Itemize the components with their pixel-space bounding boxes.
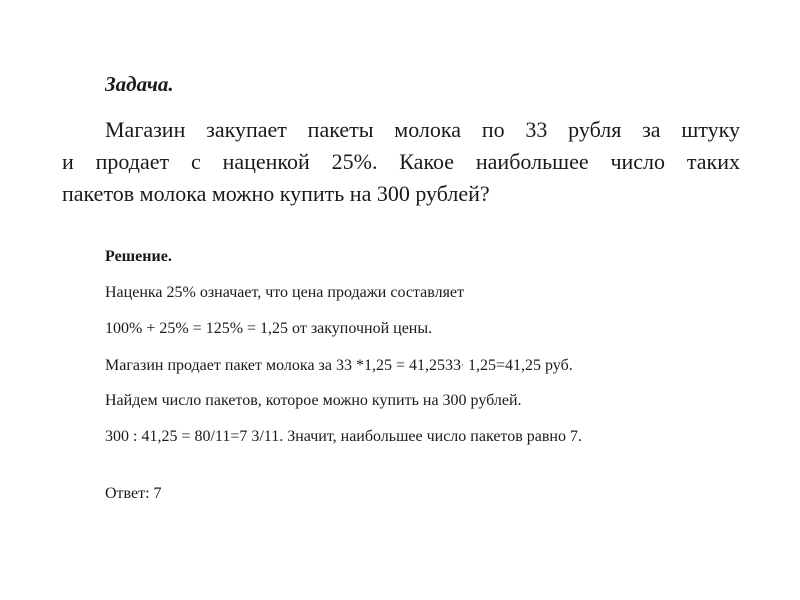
solution-line-1: Наценка 25% означает, что цена продажи составляет: [105, 284, 465, 301]
solution-heading: Решение.: [105, 248, 172, 265]
solution-line-5: 300 : 41,25 = 80/11=7 3/11. Значит, наибольшее число пакетов равно 7.: [105, 428, 582, 445]
task-line-1: Магазин закупает пакеты молока по 33 рубля за штуку: [105, 117, 740, 142]
multiplication-dot: ·: [460, 360, 464, 370]
solution-line-3-part-2: 1,25=41,25 руб.: [463, 357, 573, 374]
task-line-2: и продает с наценкой 25%. Какое наибольшее число таких: [62, 149, 740, 174]
task-statement: [62, 114, 740, 210]
solution-line-2: 100% + 25% = 125% = 1,25 от закупочной цены.: [105, 320, 433, 337]
answer: Ответ: 7: [105, 485, 162, 502]
task-line-3: пакетов молока можно купить на 300 рублей?: [62, 181, 490, 206]
solution-line-3-part-1: Магазин продает пакет молока за 33 *1,25 = 41,2533: [105, 357, 461, 374]
solution-line-4: Найдем число пакетов, которое можно купить на 300 рублей.: [105, 392, 522, 409]
task-title: Задача.: [105, 72, 174, 96]
solution-line-3: [105, 355, 745, 391]
solution-block: [105, 247, 745, 463]
